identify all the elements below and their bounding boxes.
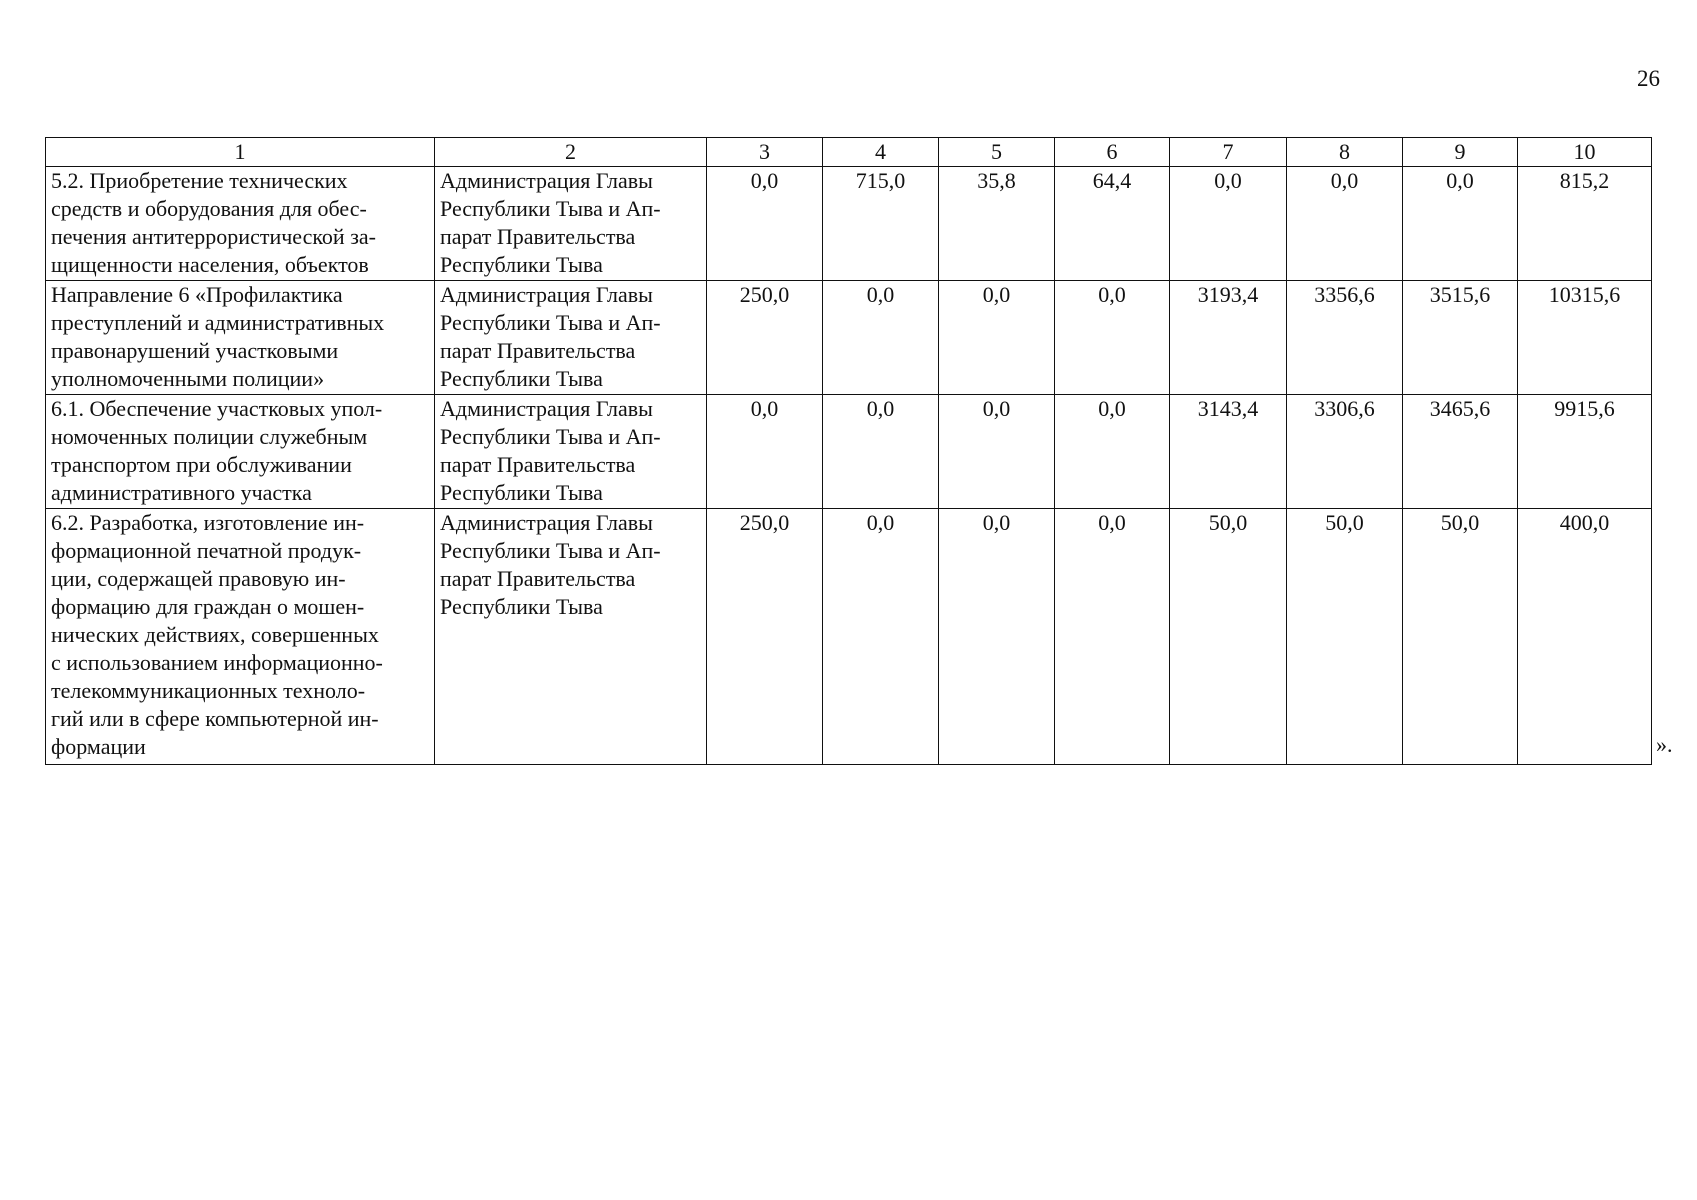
total-value-cell: 400,0 bbox=[1518, 509, 1652, 765]
table-row bbox=[46, 281, 1652, 395]
cell-text-line: с использованием информационно- bbox=[51, 650, 383, 675]
total-value-cell: 10315,6 bbox=[1518, 281, 1652, 395]
value-cell: 250,0 bbox=[707, 281, 823, 395]
cell-text-line: Республики Тыва и Ап- bbox=[440, 196, 661, 221]
cell-text-line: печения антитеррористической за- bbox=[51, 224, 376, 249]
table-row bbox=[46, 395, 1652, 509]
cell-text-line: ции, содержащей правовую ин- bbox=[51, 566, 346, 591]
column-header: 10 bbox=[1518, 138, 1652, 167]
value-cell: 35,8 bbox=[939, 167, 1055, 281]
cell-text-line: средств и оборудования для обес- bbox=[51, 196, 367, 221]
value-cell: 3143,4 bbox=[1170, 395, 1287, 509]
executor-cell bbox=[435, 281, 707, 395]
value-cell: 250,0 bbox=[707, 509, 823, 765]
cell-text-line: Администрация Главы bbox=[440, 282, 653, 307]
value-cell: 0,0 bbox=[939, 509, 1055, 765]
cell-text-line: телекоммуникационных техноло- bbox=[51, 678, 366, 703]
program-table bbox=[45, 137, 1652, 765]
value-cell: 0,0 bbox=[1287, 167, 1403, 281]
cell-text-line: парат Правительства bbox=[440, 338, 636, 363]
cell-text-line: формацию для граждан о мошен- bbox=[51, 594, 365, 619]
value-cell: 50,0 bbox=[1287, 509, 1403, 765]
cell-text-line: Республики Тыва bbox=[440, 594, 603, 619]
column-header: 9 bbox=[1403, 138, 1518, 167]
column-header: 5 bbox=[939, 138, 1055, 167]
closing-quote: ». bbox=[1656, 732, 1673, 757]
value-cell: 64,4 bbox=[1055, 167, 1170, 281]
value-cell: 3193,4 bbox=[1170, 281, 1287, 395]
cell-text-line: Республики Тыва bbox=[440, 252, 603, 277]
cell-text-line: транспортом при обслуживании bbox=[51, 452, 352, 477]
total-value-cell: 815,2 bbox=[1518, 167, 1652, 281]
cell-text-line: парат Правительства bbox=[440, 224, 636, 249]
cell-text-line: Республики Тыва и Ап- bbox=[440, 424, 661, 449]
value-cell: 0,0 bbox=[1055, 395, 1170, 509]
cell-text-line: нических действиях, совершенных bbox=[51, 622, 379, 647]
measure-name-cell bbox=[46, 281, 435, 395]
cell-text-line: щищенности населения, объектов bbox=[51, 252, 369, 277]
cell-text-line: правонарушений участковыми bbox=[51, 338, 339, 363]
value-cell: 0,0 bbox=[823, 509, 939, 765]
value-cell: 0,0 bbox=[939, 281, 1055, 395]
value-cell: 0,0 bbox=[1170, 167, 1287, 281]
cell-text-line: парат Правительства bbox=[440, 452, 636, 477]
total-value-cell: 9915,6 bbox=[1518, 395, 1652, 509]
value-cell: 0,0 bbox=[1403, 167, 1518, 281]
cell-text-line: формационной печатной продук- bbox=[51, 538, 362, 563]
cell-text-line: Администрация Главы bbox=[440, 510, 653, 535]
cell-text-line: номоченных полиции служебным bbox=[51, 424, 368, 449]
cell-text-line: Администрация Главы bbox=[440, 396, 653, 421]
column-header: 2 bbox=[435, 138, 707, 167]
value-cell: 0,0 bbox=[1055, 509, 1170, 765]
cell-text-line: 6.1. Обеспечение участковых упол- bbox=[51, 396, 383, 421]
table-header-row bbox=[46, 138, 1652, 167]
value-cell: 0,0 bbox=[823, 395, 939, 509]
value-cell: 3465,6 bbox=[1403, 395, 1518, 509]
value-cell: 715,0 bbox=[823, 167, 939, 281]
cell-text-line: парат Правительства bbox=[440, 566, 636, 591]
cell-text-line: административного участка bbox=[51, 480, 312, 505]
value-cell: 50,0 bbox=[1170, 509, 1287, 765]
value-cell: 3356,6 bbox=[1287, 281, 1403, 395]
cell-text-line: преступлений и административных bbox=[51, 310, 385, 335]
value-cell: 0,0 bbox=[707, 167, 823, 281]
measure-name-cell bbox=[46, 167, 435, 281]
column-header: 3 bbox=[707, 138, 823, 167]
value-cell: 0,0 bbox=[939, 395, 1055, 509]
cell-text-line: формации bbox=[51, 734, 146, 759]
cell-text-line: уполномоченными полиции» bbox=[51, 366, 325, 391]
value-cell: 0,0 bbox=[707, 395, 823, 509]
cell-text-line: Республики Тыва и Ап- bbox=[440, 310, 661, 335]
value-cell: 3515,6 bbox=[1403, 281, 1518, 395]
cell-text-line: Республики Тыва bbox=[440, 480, 603, 505]
column-header: 8 bbox=[1287, 138, 1403, 167]
cell-text-line: гий или в сфере компьютерной ин- bbox=[51, 706, 379, 731]
executor-cell bbox=[435, 167, 707, 281]
value-cell: 3306,6 bbox=[1287, 395, 1403, 509]
cell-text-line: 5.2. Приобретение технических bbox=[51, 168, 348, 193]
table-row bbox=[46, 167, 1652, 281]
measure-name-cell bbox=[46, 395, 435, 509]
column-header: 6 bbox=[1055, 138, 1170, 167]
cell-text-line: Администрация Главы bbox=[440, 168, 653, 193]
column-header: 1 bbox=[46, 138, 435, 167]
value-cell: 50,0 bbox=[1403, 509, 1518, 765]
measure-name-cell bbox=[46, 509, 435, 765]
value-cell: 0,0 bbox=[1055, 281, 1170, 395]
cell-text-line: Направление 6 «Профилактика bbox=[51, 282, 343, 307]
cell-text-line: 6.2. Разработка, изготовление ин- bbox=[51, 510, 365, 535]
executor-cell bbox=[435, 509, 707, 765]
executor-cell bbox=[435, 395, 707, 509]
column-header: 4 bbox=[823, 138, 939, 167]
page-number: 26 bbox=[1637, 66, 1660, 91]
table-row bbox=[46, 509, 1652, 765]
column-header: 7 bbox=[1170, 138, 1287, 167]
value-cell: 0,0 bbox=[823, 281, 939, 395]
cell-text-line: Республики Тыва и Ап- bbox=[440, 538, 661, 563]
cell-text-line: Республики Тыва bbox=[440, 366, 603, 391]
